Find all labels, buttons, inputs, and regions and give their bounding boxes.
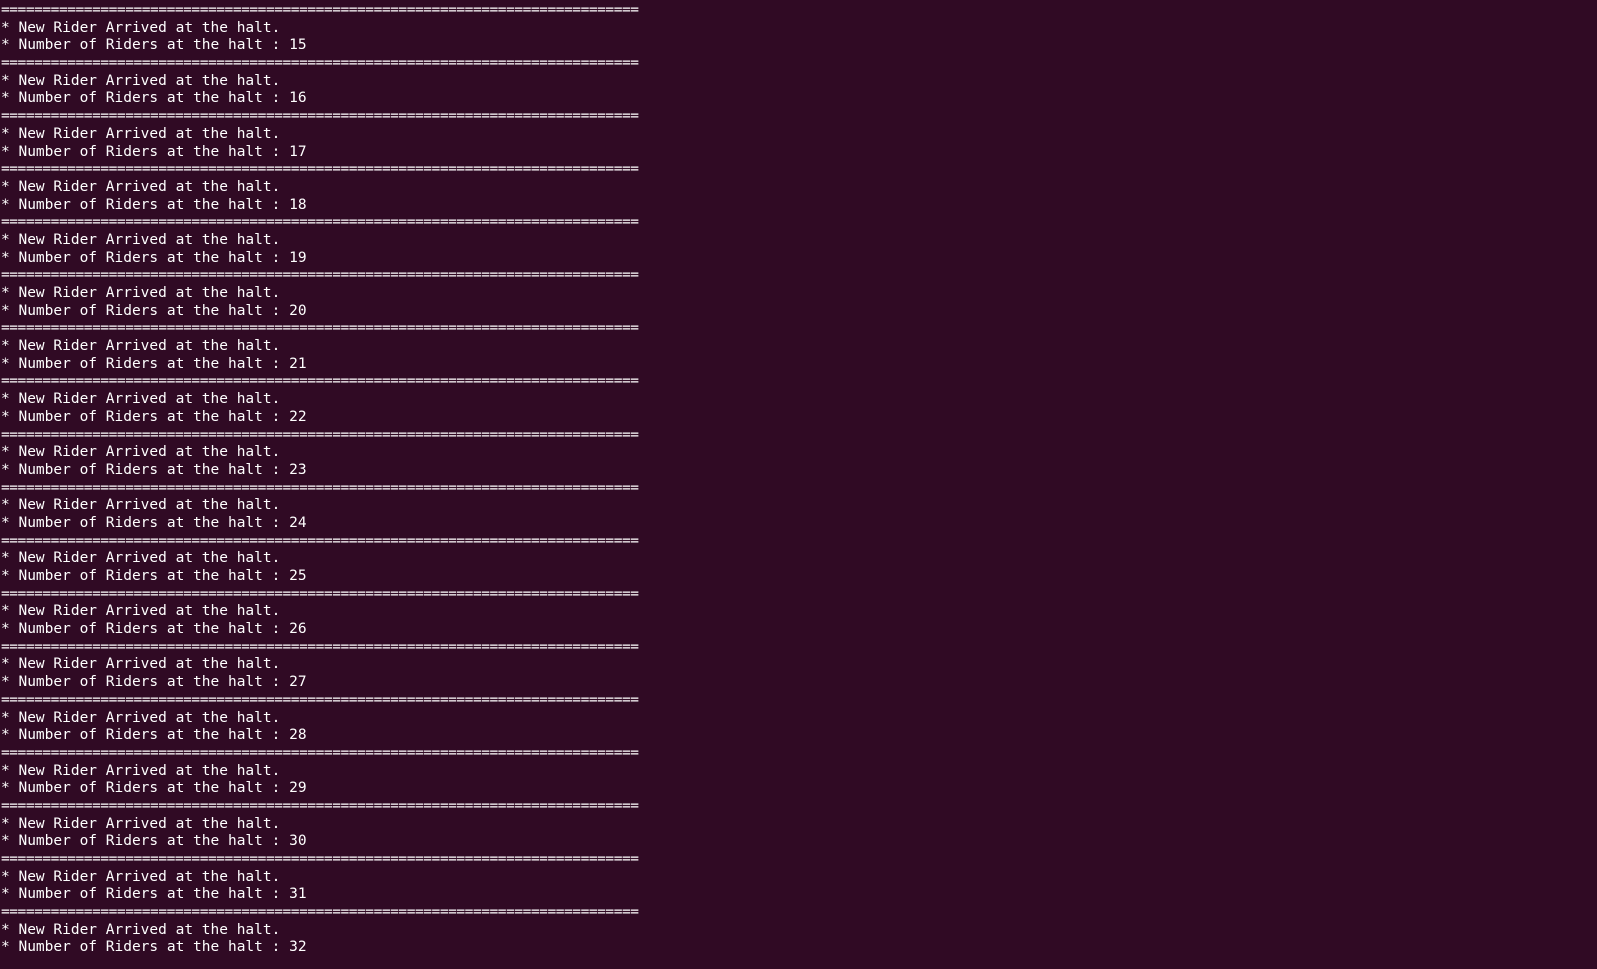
rider-arrived-line: * New Rider Arrived at the halt. (1, 921, 281, 938)
rider-arrived-line: * New Rider Arrived at the halt. (1, 125, 281, 142)
rider-count-value: 28 (289, 727, 307, 744)
rider-count-value: 19 (289, 249, 307, 266)
rider-count-label: * Number of Riders at the halt : (1, 568, 290, 584)
log-entry (0, 373, 1597, 426)
separator-line: ============================================================================= (1, 532, 639, 549)
rider-count-value: 29 (289, 780, 307, 797)
rider-count-line (0, 250, 1597, 268)
rider-arrived-line: * New Rider Arrived at the halt. (1, 762, 281, 779)
separator-line: ============================================================================= (1, 2, 639, 18)
rider-count-label: * Number of Riders at the halt : (1, 143, 290, 160)
rider-count-value: 26 (289, 621, 307, 638)
log-entry (0, 161, 1597, 214)
rider-count-line (0, 90, 1597, 108)
rider-count-label: * Number of Riders at the halt : (1, 621, 290, 638)
rider-count-label: * Number of Riders at the halt : (1, 355, 290, 372)
rider-count-label: * Number of Riders at the halt : (1, 408, 290, 425)
rider-count-value: 24 (289, 514, 307, 531)
rider-arrived-line: * New Rider Arrived at the halt. (1, 338, 281, 355)
rider-count-value: 22 (289, 408, 307, 425)
log-entry (0, 798, 1597, 851)
rider-count-value: 27 (289, 674, 307, 691)
rider-count-line (0, 462, 1597, 480)
rider-arrived-line: * New Rider Arrived at the halt. (1, 497, 281, 514)
log-entry (0, 320, 1597, 373)
log-entry (0, 639, 1597, 692)
separator-line: ============================================================================= (1, 108, 639, 125)
rider-count-line (0, 780, 1597, 798)
rider-count-label: * Number of Riders at the halt : (1, 302, 290, 319)
log-entry (0, 586, 1597, 639)
rider-arrived-line: * New Rider Arrived at the halt. (1, 709, 281, 726)
rider-count-line (0, 939, 1597, 957)
rider-count-value: 21 (289, 355, 307, 372)
log-entry (0, 108, 1597, 161)
separator-line: ============================================================================= (1, 267, 639, 284)
rider-count-label: * Number of Riders at the halt : (1, 886, 290, 903)
separator-line: ============================================================================= (1, 373, 639, 390)
rider-count-line (0, 356, 1597, 374)
rider-count-line (0, 409, 1597, 427)
log-entry (0, 267, 1597, 320)
rider-count-line (0, 303, 1597, 321)
rider-count-label: * Number of Riders at the halt : (1, 727, 290, 744)
rider-arrived-line: * New Rider Arrived at the halt. (1, 391, 281, 408)
rider-count-label: * Number of Riders at the halt : (1, 90, 290, 107)
rider-arrived-line: * New Rider Arrived at the halt. (1, 868, 281, 885)
log-entry (0, 480, 1597, 533)
rider-count-label: * Number of Riders at the halt : (1, 833, 290, 850)
rider-arrived-line: * New Rider Arrived at the halt. (1, 550, 281, 567)
rider-count-line (0, 674, 1597, 692)
rider-arrived-line: * New Rider Arrived at the halt. (1, 72, 281, 89)
rider-arrived-line: * New Rider Arrived at the halt. (1, 656, 281, 673)
separator-line: ============================================================================= (1, 851, 639, 867)
rider-arrived-line: * New Rider Arrived at the halt. (1, 603, 281, 620)
rider-count-value: 16 (289, 90, 307, 107)
separator-line: ============================================================================= (1, 744, 639, 761)
rider-count-label: * Number of Riders at the halt : (1, 37, 290, 54)
separator-line: ============================================================================= (1, 161, 639, 178)
rider-arrived-line: * New Rider Arrived at the halt. (1, 178, 281, 195)
rider-count-value: 15 (289, 37, 307, 54)
log-entry (0, 904, 1597, 957)
log-entry (0, 55, 1597, 108)
rider-arrived-line: * New Rider Arrived at the halt. (1, 815, 281, 832)
log-entry (0, 2, 1597, 55)
rider-count-line (0, 621, 1597, 639)
separator-line: ============================================================================= (1, 320, 639, 337)
separator-line: ============================================================================= (1, 691, 639, 708)
rider-arrived-line: * New Rider Arrived at the halt. (1, 285, 281, 301)
rider-count-value: 30 (289, 833, 307, 850)
rider-count-label: * Number of Riders at the halt : (1, 249, 290, 266)
rider-count-value: 25 (289, 568, 307, 584)
log-entry (0, 427, 1597, 480)
rider-count-line (0, 568, 1597, 586)
rider-count-value: 18 (289, 196, 307, 213)
log-entry (0, 692, 1597, 745)
rider-count-line (0, 833, 1597, 851)
rider-count-line (0, 144, 1597, 162)
rider-count-line (0, 886, 1597, 904)
rider-count-label: * Number of Riders at the halt : (1, 514, 290, 531)
terminal-log (0, 2, 1597, 957)
separator-line: ============================================================================= (1, 904, 639, 921)
log-entry (0, 745, 1597, 798)
rider-count-label: * Number of Riders at the halt : (1, 461, 290, 478)
separator-line: ============================================================================= (1, 797, 639, 814)
rider-count-label: * Number of Riders at the halt : (1, 780, 290, 797)
separator-line: ============================================================================= (1, 214, 639, 231)
rider-count-line (0, 197, 1597, 215)
rider-arrived-line: * New Rider Arrived at the halt. (1, 231, 281, 248)
log-entry (0, 533, 1597, 586)
separator-line: ============================================================================= (1, 426, 639, 443)
rider-count-label: * Number of Riders at the halt : (1, 674, 290, 691)
rider-count-value: 31 (289, 886, 307, 903)
rider-count-value: 32 (289, 939, 307, 956)
separator-line: ============================================================================= (1, 55, 639, 72)
rider-count-line (0, 727, 1597, 745)
rider-count-value: 23 (289, 461, 307, 478)
rider-count-label: * Number of Riders at the halt : (1, 196, 290, 213)
separator-line: ============================================================================= (1, 479, 639, 496)
rider-arrived-line: * New Rider Arrived at the halt. (1, 444, 281, 461)
rider-count-label: * Number of Riders at the halt : (1, 939, 290, 956)
separator-line: ============================================================================= (1, 585, 639, 602)
rider-count-value: 20 (289, 302, 307, 319)
separator-line: ============================================================================= (1, 638, 639, 655)
rider-count-line (0, 37, 1597, 55)
rider-count-value: 17 (289, 143, 307, 160)
log-entry (0, 214, 1597, 267)
rider-arrived-line: * New Rider Arrived at the halt. (1, 19, 281, 36)
rider-count-line (0, 515, 1597, 533)
log-entry (0, 851, 1597, 904)
